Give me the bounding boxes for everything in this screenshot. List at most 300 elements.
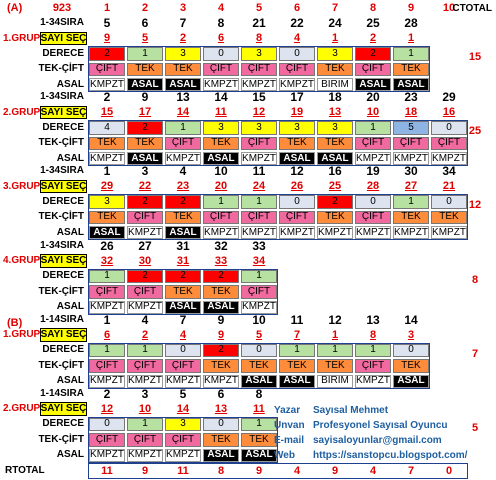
derece-cell: 0	[431, 121, 467, 134]
asal-cell: KMPZT	[166, 152, 200, 164]
derece-cell: 2	[89, 47, 125, 60]
asal-cell: KMPZT	[242, 301, 276, 313]
sira-number: 18	[328, 90, 342, 105]
column-header: 1	[103, 2, 111, 14]
tek-cift-cell: TEK	[165, 211, 201, 224]
sira-number: 5	[179, 386, 187, 401]
tek-cift-label: TEK-ÇİFT	[38, 63, 84, 75]
sira-number: 7	[179, 16, 187, 31]
asal-cell: ASAL	[279, 375, 315, 388]
derece-label: DERECE	[42, 270, 84, 282]
sira-number: 22	[290, 16, 304, 31]
derece-cell: 1	[165, 121, 201, 134]
tek-cift-cell: TEK	[241, 433, 277, 446]
sira-number: 30	[404, 164, 418, 179]
derece-cell: 1	[317, 344, 353, 357]
derece-cell: 3	[89, 195, 125, 208]
asal-cell: KMPZT	[280, 78, 314, 90]
selected-number: 23	[176, 180, 190, 193]
tek-cift-cell: ÇİFT	[89, 63, 125, 76]
sira-label: 1-14SIRA	[40, 387, 84, 399]
derece-cell: 3	[279, 121, 315, 134]
derece-cell: 2	[203, 270, 239, 283]
column-total: 8	[217, 464, 225, 477]
tek-cift-cell: ÇİFT	[89, 359, 125, 372]
selected-number: 27	[404, 180, 418, 193]
sira-number: 25	[366, 16, 380, 31]
asal-cell: ASAL	[393, 78, 429, 91]
derece-cell: 2	[203, 344, 239, 357]
asal-cell: KMPZT	[394, 226, 428, 238]
selected-number: 13	[214, 402, 228, 415]
selected-number: 14	[176, 106, 190, 119]
asal-cell: KMPZT	[204, 226, 238, 238]
asal-cell: KMPZT	[242, 152, 276, 164]
sira-number: 8	[255, 386, 263, 401]
section-label-a: (A)	[7, 2, 23, 14]
sira-number: 5	[103, 16, 111, 31]
column-total: 9	[141, 464, 149, 477]
selected-number: 18	[404, 106, 418, 119]
column-header: 2	[141, 2, 149, 14]
tek-cift-label: TEK-ÇİFT	[38, 433, 84, 445]
column-total: 7	[407, 464, 415, 477]
selected-number: 21	[442, 180, 456, 193]
derece-cell: 1	[127, 418, 163, 431]
column-total: 11	[177, 464, 189, 477]
selected-number: 6	[103, 328, 111, 341]
sira-number: 13	[176, 90, 190, 105]
derece-cell: 1	[241, 195, 277, 208]
derece-cell: 2	[165, 195, 201, 208]
sira-label: 1-34SIRA	[40, 165, 84, 177]
tek-cift-cell: TEK	[393, 211, 429, 224]
derece-cell: 1	[89, 270, 125, 283]
derece-cell: 3	[165, 47, 201, 60]
tek-cift-cell: ÇİFT	[393, 137, 429, 150]
info-key: Unvan	[274, 420, 305, 431]
asal-cell: BİRİM	[317, 375, 353, 388]
derece-cell: 0	[431, 195, 467, 208]
row-total: 15	[468, 51, 482, 64]
selected-number: 15	[100, 106, 114, 119]
tek-cift-cell: ÇİFT	[355, 63, 391, 76]
sira-number: 9	[217, 312, 225, 327]
selected-number: 7	[293, 328, 301, 341]
row-total: 8	[471, 273, 479, 286]
sira-label: 1-14SIRA	[40, 313, 84, 325]
info-value: Profesyonel Sayısal Oyuncu	[313, 420, 448, 431]
sira-number: 8	[217, 16, 225, 31]
group-label: 3.GRUP	[3, 180, 41, 192]
sira-label: 1-34SIRA	[40, 17, 84, 29]
tek-cift-cell: TEK	[203, 359, 239, 372]
asal-cell: KMPZT	[90, 78, 124, 90]
selected-number: 14	[176, 402, 190, 415]
selected-number: 5	[141, 32, 149, 45]
asal-cell: KMPZT	[356, 152, 390, 164]
tek-cift-cell: ÇİFT	[127, 433, 163, 446]
info-value: Sayısal Mehmet	[313, 405, 389, 416]
sayi-sec-label: SAYI SEÇ	[40, 32, 87, 44]
asal-cell: ASAL	[165, 226, 201, 239]
sira-number: 10	[252, 312, 266, 327]
derece-cell: 1	[355, 344, 391, 357]
sira-label: 1-34SIRA	[40, 91, 84, 103]
asal-cell: ASAL	[203, 449, 239, 462]
selected-number: 30	[138, 254, 152, 267]
asal-cell: KMPZT	[432, 152, 466, 164]
derece-label: DERECE	[42, 344, 84, 356]
sira-number: 10	[214, 164, 228, 179]
derece-cell: 0	[241, 344, 277, 357]
selected-number: 17	[138, 106, 152, 119]
group-label: 2.GRUP	[3, 403, 41, 415]
sayi-sec-label: SAYI SEÇ	[40, 255, 87, 267]
column-header: 7	[331, 2, 339, 14]
selected-number: 32	[100, 254, 114, 267]
asal-label: ASAL	[56, 226, 84, 238]
sira-number: 19	[366, 164, 380, 179]
asal-cell: ASAL	[203, 152, 239, 165]
derece-cell: 1	[355, 121, 391, 134]
tek-cift-cell: TEK	[393, 359, 429, 372]
selected-number: 3	[407, 328, 415, 341]
asal-cell: ASAL	[203, 301, 239, 314]
column-header: 6	[293, 2, 301, 14]
tek-cift-cell: TEK	[203, 285, 239, 298]
derece-cell: 0	[203, 47, 239, 60]
sira-number: 24	[328, 16, 342, 31]
sayi-sec-label: SAYI SEÇ	[40, 329, 87, 341]
sira-number: 6	[217, 386, 225, 401]
selected-number: 2	[141, 328, 149, 341]
tek-cift-cell: TEK	[89, 137, 125, 150]
derece-cell: 3	[241, 47, 277, 60]
derece-label: DERECE	[42, 195, 84, 207]
asal-cell: KMPZT	[90, 449, 124, 461]
tek-cift-cell: TEK	[127, 137, 163, 150]
tek-cift-cell: ÇİFT	[165, 359, 201, 372]
asal-cell: KMPZT	[280, 226, 314, 238]
tek-cift-cell: ÇİFT	[355, 137, 391, 150]
derece-cell: 1	[393, 47, 429, 60]
info-key: E-mail	[274, 435, 305, 446]
tek-cift-cell: TEK	[279, 137, 315, 150]
tek-cift-cell: ÇİFT	[431, 137, 467, 150]
tek-cift-cell: TEK	[203, 137, 239, 150]
selected-number: 12	[252, 106, 266, 119]
tek-cift-cell: ÇİFT	[127, 359, 163, 372]
sira-number: 9	[141, 90, 149, 105]
sira-number: 21	[252, 16, 266, 31]
tek-cift-cell: ÇİFT	[241, 211, 277, 224]
column-header: 4	[217, 2, 225, 14]
selected-number: 1	[331, 328, 339, 341]
tek-cift-cell: TEK	[317, 63, 353, 76]
selected-number: 34	[252, 254, 266, 267]
asal-label: ASAL	[56, 152, 84, 164]
asal-cell: KMPZT	[356, 226, 390, 238]
asal-cell: ASAL	[127, 78, 163, 91]
asal-cell: KMPZT	[432, 226, 466, 238]
top-code: 923	[52, 2, 72, 14]
asal-label: ASAL	[56, 78, 84, 90]
tek-cift-cell: TEK	[165, 285, 201, 298]
asal-cell: KMPZT	[90, 152, 124, 164]
asal-cell: ASAL	[89, 226, 125, 239]
tek-cift-cell: TEK	[241, 359, 277, 372]
derece-cell: 0	[393, 344, 429, 357]
derece-cell: 1	[393, 195, 429, 208]
sira-number: 4	[141, 312, 149, 327]
asal-cell: ASAL	[165, 78, 201, 91]
selected-number: 16	[442, 106, 456, 119]
sira-number: 32	[214, 238, 228, 253]
derece-label: DERECE	[42, 47, 84, 59]
group-label: 4.GRUP	[3, 255, 41, 267]
tek-cift-cell: ÇİFT	[241, 285, 277, 298]
group-label: 1.GRUP	[3, 329, 41, 341]
derece-cell: 2	[355, 47, 391, 60]
tek-cift-cell: ÇİFT	[203, 63, 239, 76]
sira-number: 14	[404, 312, 418, 327]
asal-cell: KMPZT	[128, 449, 162, 461]
rtotal-label: RTOTAL	[5, 465, 45, 476]
derece-cell: 3	[317, 121, 353, 134]
selected-number: 28	[366, 180, 380, 193]
derece-cell: 4	[89, 121, 125, 134]
sira-number: 12	[290, 164, 304, 179]
sira-number: 26	[100, 238, 114, 253]
selected-number: 4	[179, 328, 187, 341]
ctotal-label: CTOTAL	[452, 2, 492, 14]
group-label: 2.GRUP	[3, 106, 41, 118]
selected-number: 2	[179, 32, 187, 45]
selected-number: 5	[255, 328, 263, 341]
asal-cell: KMPZT	[90, 375, 124, 387]
sira-number: 23	[404, 90, 418, 105]
asal-label: ASAL	[56, 301, 84, 313]
asal-cell: ASAL	[279, 152, 315, 165]
sira-number: 11	[290, 312, 304, 327]
column-total: 11	[101, 464, 113, 477]
column-total: 9	[255, 464, 263, 477]
tek-cift-cell: ÇİFT	[89, 285, 125, 298]
selected-number: 31	[176, 254, 190, 267]
selected-number: 25	[328, 180, 342, 193]
asal-cell: KMPZT	[204, 375, 238, 387]
section-label-b: (B)	[7, 317, 23, 329]
asal-cell: KMPZT	[242, 78, 276, 90]
asal-label: ASAL	[56, 449, 84, 461]
asal-cell: KMPZT	[318, 226, 352, 238]
derece-cell: 0	[203, 418, 239, 431]
derece-cell: 1	[89, 344, 125, 357]
selected-number: 19	[290, 106, 304, 119]
derece-label: DERECE	[42, 121, 84, 133]
tek-cift-label: TEK-ÇİFT	[38, 137, 84, 149]
asal-cell: KMPZT	[128, 375, 162, 387]
group-label: 1.GRUP	[3, 32, 41, 44]
selected-number: 11	[253, 402, 265, 415]
derece-cell: 0	[279, 195, 315, 208]
derece-cell: 3	[203, 121, 239, 134]
derece-cell: 2	[165, 270, 201, 283]
sira-number: 34	[442, 164, 456, 179]
selected-number: 24	[252, 180, 266, 193]
sira-number: 1	[103, 164, 111, 179]
tek-cift-cell: TEK	[279, 359, 315, 372]
selected-number: 10	[138, 402, 152, 415]
asal-cell: KMPZT	[394, 152, 428, 164]
web-link[interactable]: https://sanstopcu.blogspot.com/	[313, 450, 468, 461]
asal-cell: ASAL	[317, 152, 353, 165]
asal-cell: ASAL	[393, 375, 429, 388]
asal-cell: BİRİM	[317, 78, 353, 91]
sira-number: 1	[103, 312, 111, 327]
sira-number: 14	[214, 90, 228, 105]
tek-cift-label: TEK-ÇİFT	[38, 359, 84, 371]
derece-cell: 3	[317, 47, 353, 60]
info-key: Yazar	[274, 405, 301, 416]
derece-cell: 1	[241, 418, 277, 431]
selected-number: 9	[217, 328, 225, 341]
selected-number: 4	[293, 32, 301, 45]
tek-cift-cell: ÇİFT	[127, 211, 163, 224]
selected-number: 22	[138, 180, 152, 193]
sira-number: 2	[103, 90, 111, 105]
tek-cift-cell: TEK	[317, 211, 353, 224]
tek-cift-cell: TEK	[203, 433, 239, 446]
derece-cell: 0	[165, 344, 201, 357]
asal-cell: KMPZT	[166, 449, 200, 461]
sira-number: 2	[103, 386, 111, 401]
tek-cift-cell: TEK	[165, 63, 201, 76]
sira-number: 7	[179, 312, 187, 327]
row-total: 25	[468, 125, 482, 138]
selected-number: 8	[255, 32, 263, 45]
sayi-sec-label: SAYI SEÇ	[40, 180, 87, 192]
column-header: 8	[369, 2, 377, 14]
derece-cell: 5	[393, 121, 429, 134]
tek-cift-cell: TEK	[89, 211, 125, 224]
column-header: 9	[407, 2, 415, 14]
column-header: 10	[442, 2, 456, 14]
tek-cift-cell: ÇİFT	[355, 211, 391, 224]
derece-cell: 1	[279, 344, 315, 357]
sira-number: 3	[141, 386, 149, 401]
tek-cift-cell: ÇİFT	[203, 211, 239, 224]
tek-cift-cell: TEK	[393, 63, 429, 76]
sira-label: 1-34SIRA	[40, 239, 84, 251]
tek-cift-cell: TEK	[127, 63, 163, 76]
sira-number: 13	[366, 312, 380, 327]
sira-number: 17	[290, 90, 304, 105]
derece-cell: 2	[127, 121, 163, 134]
tek-cift-label: TEK-ÇİFT	[38, 211, 84, 223]
selected-number: 10	[366, 106, 380, 119]
asal-cell: KMPZT	[90, 301, 124, 313]
tek-cift-cell: TEK	[317, 359, 353, 372]
info-key: Web	[274, 450, 295, 461]
row-total: 5	[471, 421, 479, 434]
derece-cell: 0	[279, 47, 315, 60]
derece-cell: 1	[241, 270, 277, 283]
asal-cell: ASAL	[355, 78, 391, 91]
column-header: 3	[179, 2, 187, 14]
derece-cell: 2	[127, 270, 163, 283]
asal-cell: KMPZT	[128, 301, 162, 313]
tek-cift-label: TEK-ÇİFT	[38, 285, 84, 297]
asal-label: ASAL	[56, 375, 84, 387]
derece-cell: 2	[317, 195, 353, 208]
selected-number: 20	[214, 180, 228, 193]
sira-number: 20	[366, 90, 380, 105]
selected-number: 6	[217, 32, 225, 45]
sira-number: 3	[141, 164, 149, 179]
tek-cift-cell: ÇİFT	[165, 137, 201, 150]
selected-number: 11	[215, 106, 227, 119]
sayi-sec-label: SAYI SEÇ	[40, 106, 87, 118]
asal-cell: KMPZT	[128, 226, 162, 238]
sira-number: 15	[252, 90, 266, 105]
tek-cift-cell: ÇİFT	[165, 433, 201, 446]
asal-cell: KMPZT	[166, 375, 200, 387]
derece-cell: 0	[89, 418, 125, 431]
selected-number: 26	[290, 180, 304, 193]
sira-number: 27	[138, 238, 152, 253]
selected-number: 13	[328, 106, 342, 119]
tek-cift-cell: ÇİFT	[241, 63, 277, 76]
column-total: 0	[445, 464, 453, 477]
asal-cell: KMPZT	[356, 375, 390, 387]
selected-number: 9	[103, 32, 111, 45]
derece-cell: 1	[127, 47, 163, 60]
sira-number: 12	[328, 312, 342, 327]
derece-cell: 1	[203, 195, 239, 208]
sira-number: 33	[252, 238, 266, 253]
sira-number: 16	[328, 164, 342, 179]
sira-number: 11	[252, 164, 266, 179]
asal-cell: ASAL	[127, 152, 163, 165]
selected-number: 1	[331, 32, 339, 45]
column-total: 9	[331, 464, 339, 477]
selected-number: 2	[369, 32, 377, 45]
sira-number: 4	[179, 164, 187, 179]
asal-cell: KMPZT	[242, 226, 276, 238]
tek-cift-cell: TEK	[317, 137, 353, 150]
derece-cell: 0	[355, 195, 391, 208]
row-total: 12	[468, 199, 482, 212]
tek-cift-cell: ÇİFT	[279, 63, 315, 76]
sira-number: 29	[442, 90, 456, 105]
sira-number: 28	[404, 16, 418, 31]
tek-cift-cell: ÇİFT	[355, 359, 391, 372]
sayi-sec-label: SAYI SEÇ	[40, 403, 87, 415]
derece-cell: 1	[127, 344, 163, 357]
derece-cell: 2	[127, 195, 163, 208]
info-value: sayisaloyunlar@gmail.com	[313, 435, 442, 446]
sira-number: 6	[141, 16, 149, 31]
column-total: 4	[293, 464, 301, 477]
selected-number: 1	[407, 32, 415, 45]
sira-number: 31	[176, 238, 190, 253]
row-total: 7	[471, 347, 479, 360]
asal-cell: ASAL	[241, 375, 277, 388]
asal-cell: ASAL	[165, 301, 201, 314]
tek-cift-cell: ÇİFT	[89, 433, 125, 446]
